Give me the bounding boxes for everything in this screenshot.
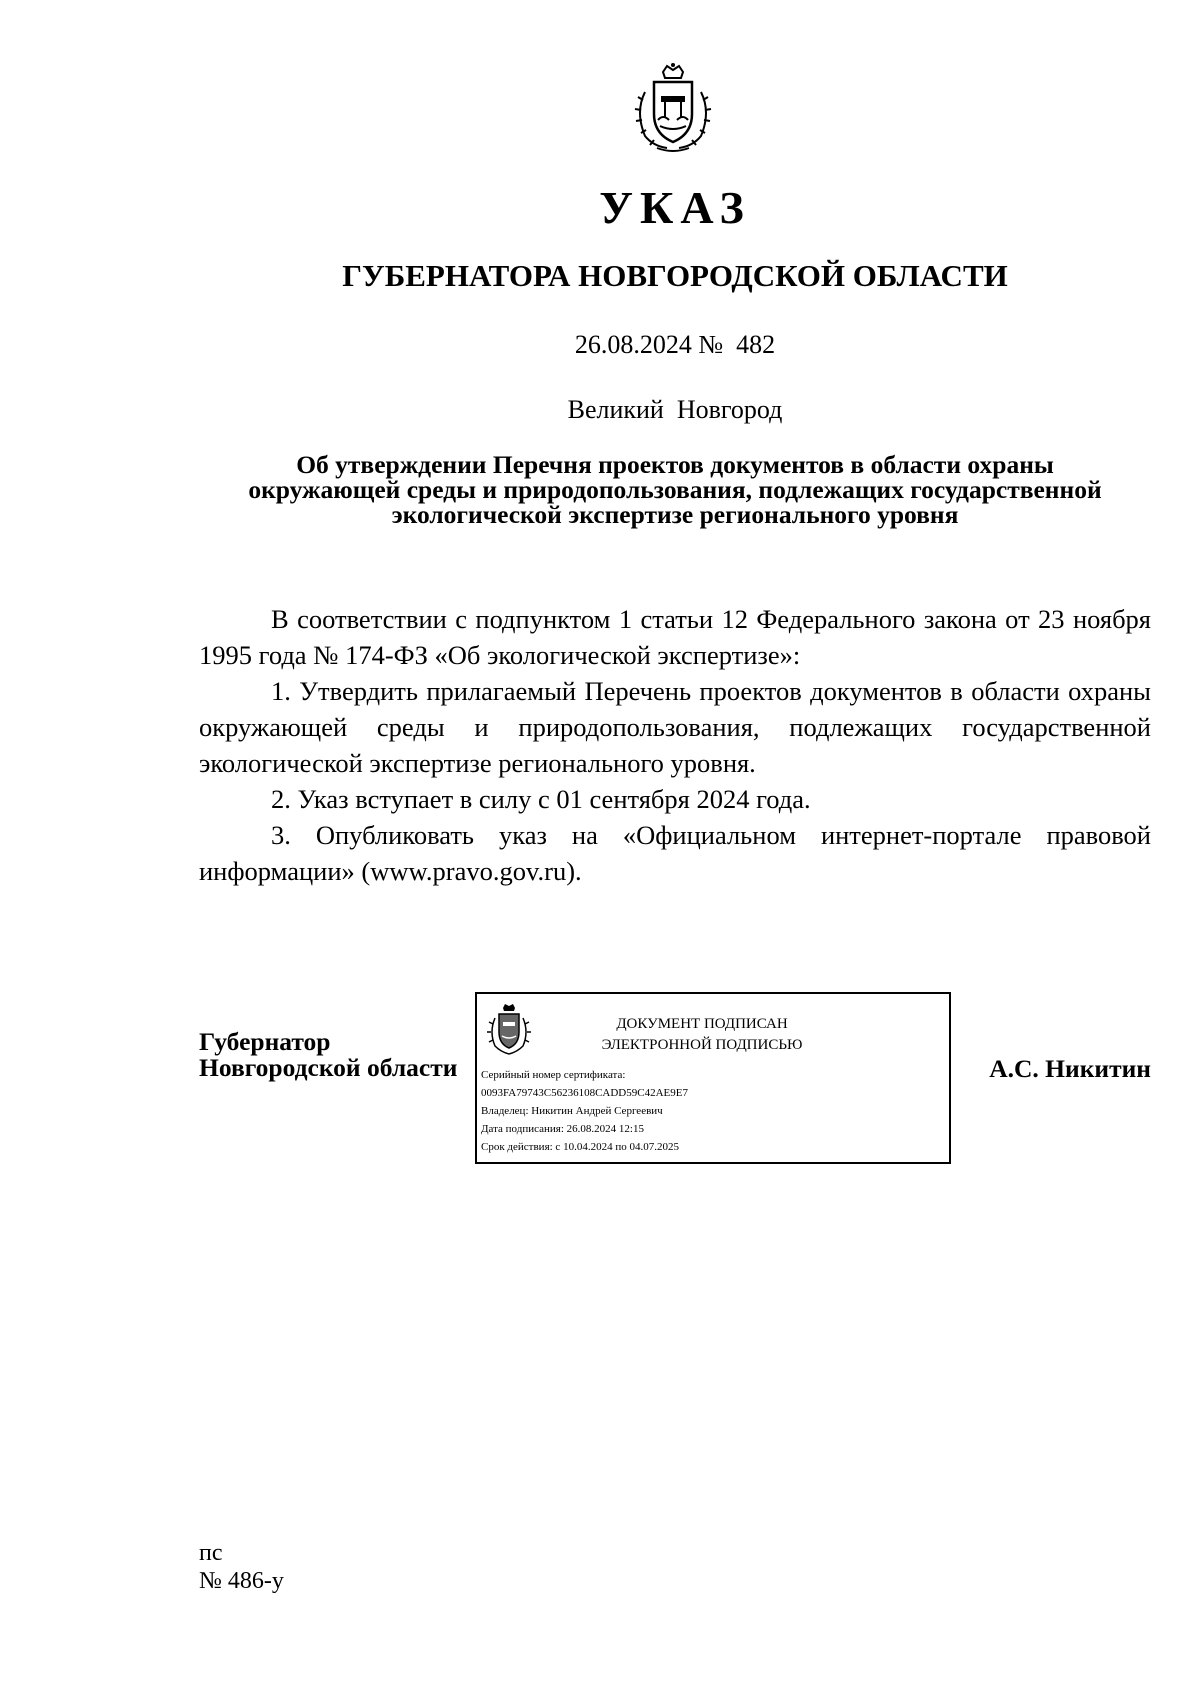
stamp-coat-of-arms-icon xyxy=(485,1002,533,1056)
signer-position-line: Новгородской области xyxy=(199,1053,458,1082)
body-paragraph-preamble: В соответствии с подпунктом 1 статьи 12 Федерального закона от 23 ноября 1995 года № 174-ФЗ «Об экологической экспертизе»: xyxy=(199,604,1151,670)
coat-of-arms-emblem-icon xyxy=(627,62,719,154)
decree-heading xyxy=(210,452,1140,527)
signer-position xyxy=(199,1029,457,1081)
certificate-serial-label: Серийный номер сертификата: xyxy=(481,1069,626,1081)
certificate-validity: Срок действия: с 10.04.2024 по 04.07.2025 xyxy=(481,1141,679,1153)
stamp-details xyxy=(481,1066,688,1156)
issue-city: Великий Новгород xyxy=(567,395,783,424)
signer-position-line: Губернатор xyxy=(199,1027,331,1056)
document-registration-code xyxy=(199,1539,284,1595)
footer-code-line: пс xyxy=(199,1540,223,1566)
document-type-title: УКАЗ xyxy=(599,182,751,233)
heading-line: экологической экспертизе регионального уровня xyxy=(391,500,959,529)
certificate-owner: Владелец: Никитин Андрей Сергеевич xyxy=(481,1105,663,1117)
stamp-heading-line: ДОКУМЕНТ ПОДПИСАН xyxy=(616,1016,788,1032)
electronic-signature-stamp xyxy=(475,992,951,1164)
certificate-serial-value: 0093FA79743C56236108CADD59C42AE9E7 xyxy=(481,1087,688,1099)
body-paragraph-item-1: 1. Утвердить прилагаемый Перечень проектов документов в области охраны окружающей среды и природопользования, подлежащих государственной экологической экспертизе регионального уровня. xyxy=(199,676,1151,778)
stamp-heading xyxy=(557,1014,847,1056)
footer-code-line: № 486-у xyxy=(199,1568,284,1594)
body-paragraph-item-3: 3. Опубликовать указ на «Официальном интернет-портале правовой информации» (www.pravo.gov.ru). xyxy=(199,820,1151,886)
signer-name: А.С. Никитин xyxy=(989,1054,1151,1083)
issuer-subtitle: ГУБЕРНАТОРА НОВГОРОДСКОЙ ОБЛАСТИ xyxy=(342,258,1008,293)
heading-line: Об утверждении Перечня проектов документов в области охраны xyxy=(296,450,1054,479)
decree-body xyxy=(199,601,1151,889)
body-paragraph-item-2: 2. Указ вступает в силу с 01 сентября 2024 года. xyxy=(271,784,811,814)
heading-line: окружающей среды и природопользования, подлежащих государственной xyxy=(248,475,1102,504)
date-and-number: 26.08.2024 № 482 xyxy=(574,330,776,359)
signing-date: Дата подписания: 26.08.2024 12:15 xyxy=(481,1123,644,1135)
stamp-heading-line: ЭЛЕКТРОННОЙ ПОДПИСЬЮ xyxy=(601,1037,803,1053)
